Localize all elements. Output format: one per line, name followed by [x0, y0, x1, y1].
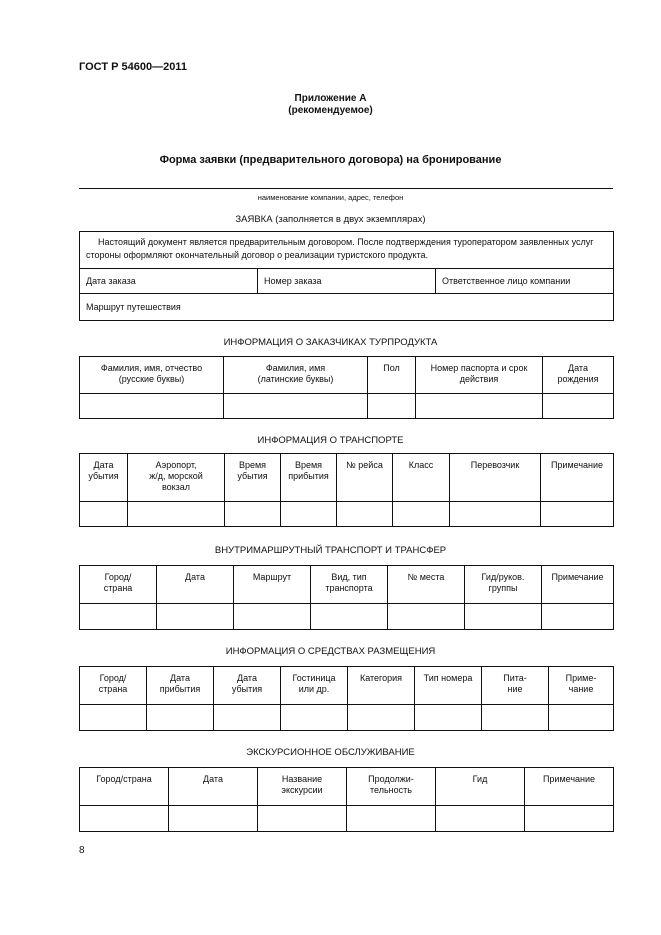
- accommodation-entry-cell[interactable]: [147, 705, 214, 731]
- appendix-title: Приложение А: [294, 93, 367, 104]
- transfer-header-cell: № места: [388, 566, 465, 604]
- transport-entry-cell[interactable]: [281, 502, 337, 527]
- excursions-header-cell: Гид: [436, 768, 525, 806]
- order-date-cell[interactable]: Дата заказа: [80, 269, 258, 294]
- customers-header-cell: Фамилия, имя (латинские буквы): [224, 357, 368, 394]
- transfer-header-cell: Дата: [157, 566, 234, 604]
- transfer-entry-cell[interactable]: [388, 604, 465, 630]
- transfer-entry-cell[interactable]: [542, 604, 614, 630]
- accommodation-entry-cell[interactable]: [281, 705, 348, 731]
- accommodation-entry-cell[interactable]: [80, 705, 147, 731]
- accommodation-entry-cell[interactable]: [415, 705, 482, 731]
- accommodation-entry-cell[interactable]: [482, 705, 549, 731]
- route-cell[interactable]: Маршрут путешествия: [80, 294, 614, 321]
- customers-entry-cell[interactable]: [224, 394, 368, 419]
- excursions-title: ЭКСКУРСИОННОЕ ОБСЛУЖИВАНИЕ: [246, 747, 415, 758]
- customers-header-cell: Номер паспорта и срок действия: [416, 357, 543, 394]
- transfer-title: ВНУТРИМАРШРУТНЫЙ ТРАНСПОРТ И ТРАНСФЕР: [214, 545, 447, 556]
- transport-entry-cell[interactable]: [128, 502, 225, 527]
- transfer-table: [79, 565, 614, 630]
- accommodation-header-cell: Гостиница или др.: [281, 667, 348, 705]
- customers-entry-cell[interactable]: [368, 394, 416, 419]
- accommodation-header-cell: Город/ страна: [80, 667, 147, 705]
- excursions-entry-cell[interactable]: [169, 806, 258, 832]
- accommodation-header-cell: Приме- чание: [549, 667, 614, 705]
- customers-entry-cell[interactable]: [416, 394, 543, 419]
- standard-code: ГОСТ Р 54600—2011: [79, 61, 187, 73]
- company-line: [79, 188, 613, 189]
- accommodation-entry-cell[interactable]: [214, 705, 281, 731]
- transport-entry-cell[interactable]: [393, 502, 450, 527]
- transport-header-cell: Аэропорт, ж/д, морской вокзал: [128, 454, 225, 502]
- customers-table: [79, 356, 614, 419]
- transfer-header-cell: Вид, тип транспорта: [311, 566, 388, 604]
- excursions-entry-cell[interactable]: [347, 806, 436, 832]
- accommodation-header-cell: Пита- ние: [482, 667, 549, 705]
- excursions-table: [79, 767, 614, 832]
- accommodation-header-cell: Дата прибытия: [147, 667, 214, 705]
- transfer-header-cell: Город/ страна: [80, 566, 157, 604]
- transport-header-cell: Примечание: [541, 454, 614, 502]
- customers-header-cell: Пол: [368, 357, 416, 394]
- transfer-entry-cell[interactable]: [311, 604, 388, 630]
- customers-header-cell: Фамилия, имя, отчество (русские буквы): [80, 357, 224, 394]
- transport-table: [79, 453, 614, 527]
- accommodation-header-cell: Дата убытия: [214, 667, 281, 705]
- excursions-entry-cell[interactable]: [436, 806, 525, 832]
- transport-header-cell: Дата убытия: [80, 454, 128, 502]
- accommodation-header-cell: Категория: [348, 667, 415, 705]
- transport-header-cell: Время прибытия: [281, 454, 337, 502]
- excursions-header-cell: Город/страна: [80, 768, 169, 806]
- transfer-entry-cell[interactable]: [234, 604, 311, 630]
- transport-header-cell: Перевозчик: [450, 454, 541, 502]
- application-box: [79, 231, 614, 321]
- transport-entry-cell[interactable]: [225, 502, 281, 527]
- transfer-entry-cell[interactable]: [465, 604, 542, 630]
- transport-header-cell: Время убытия: [225, 454, 281, 502]
- customers-title: ИНФОРМАЦИЯ О ЗАКАЗЧИКАХ ТУРПРОДУКТА: [223, 337, 438, 348]
- accommodation-title: ИНФОРМАЦИЯ О СРЕДСТВАХ РАЗМЕЩЕНИЯ: [225, 646, 436, 657]
- customers-header-cell: Дата рождения: [543, 357, 614, 394]
- excursions-entry-cell[interactable]: [525, 806, 614, 832]
- transfer-header-cell: Примечание: [542, 566, 614, 604]
- transport-entry-cell[interactable]: [450, 502, 541, 527]
- transport-header-cell: № рейса: [337, 454, 393, 502]
- transport-entry-cell[interactable]: [80, 502, 128, 527]
- accommodation-table: [79, 666, 614, 731]
- order-number-cell[interactable]: Номер заказа: [258, 269, 436, 294]
- excursions-header-cell: Продолжи- тельность: [347, 768, 436, 806]
- responsible-cell[interactable]: Ответственное лицо компании: [436, 269, 614, 294]
- accommodation-entry-cell[interactable]: [549, 705, 614, 731]
- transport-entry-cell[interactable]: [541, 502, 614, 527]
- transport-title: ИНФОРМАЦИЯ О ТРАНСПОРТЕ: [257, 435, 404, 446]
- excursions-header-cell: Название экскурсии: [258, 768, 347, 806]
- application-title: ЗАЯВКА (заполняется в двух экземплярах): [235, 214, 426, 225]
- transfer-header-cell: Маршрут: [234, 566, 311, 604]
- accommodation-header-cell: Тип номера: [415, 667, 482, 705]
- page-number: 8: [79, 845, 85, 856]
- transport-header-cell: Класс: [393, 454, 450, 502]
- transport-entry-cell[interactable]: [337, 502, 393, 527]
- customers-entry-cell[interactable]: [543, 394, 614, 419]
- form-title: Форма заявки (предварительного договора) на бронирование: [159, 154, 502, 166]
- appendix-subtitle: (рекомендуемое): [288, 105, 373, 116]
- excursions-entry-cell[interactable]: [258, 806, 347, 832]
- excursions-header-cell: Дата: [169, 768, 258, 806]
- excursions-entry-cell[interactable]: [80, 806, 169, 832]
- company-caption: наименование компании, адрес, телефон: [257, 193, 404, 202]
- transfer-header-cell: Гид/руков. группы: [465, 566, 542, 604]
- notice-text: Настоящий документ является предварительным договором. После подтверждения туроператором заявленных услуг стороны оформляют окончательный договор о реализации туристского продукта.: [80, 232, 614, 269]
- accommodation-entry-cell[interactable]: [348, 705, 415, 731]
- excursions-header-cell: Примечание: [525, 768, 614, 806]
- transfer-entry-cell[interactable]: [157, 604, 234, 630]
- transfer-entry-cell[interactable]: [80, 604, 157, 630]
- customers-entry-cell[interactable]: [80, 394, 224, 419]
